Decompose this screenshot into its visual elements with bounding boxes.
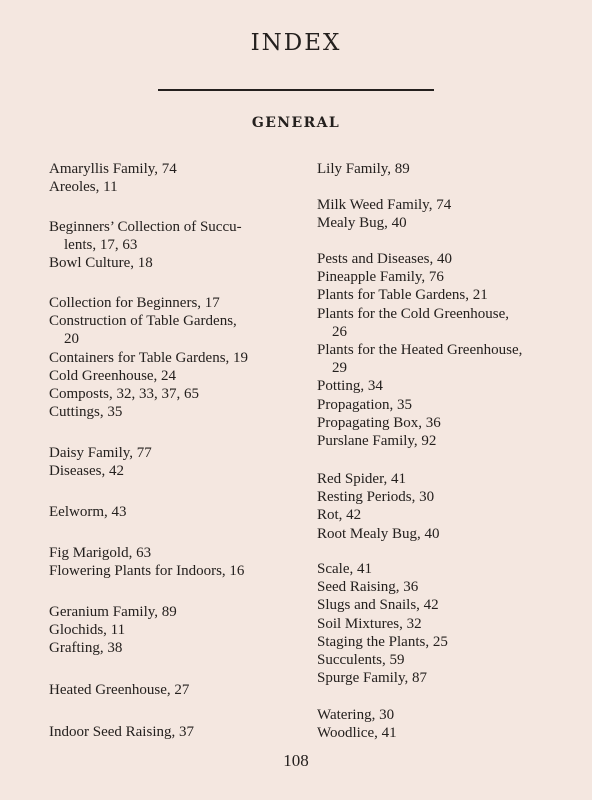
index-entry: Propagation, 35 [317,396,412,413]
page-title: INDEX [250,30,342,56]
index-entry: Bowl Culture, 18 [49,255,153,272]
index-entry: Resting Periods, 30 [317,489,435,506]
index-entry: Propagating Box, 36 [317,414,441,431]
index-entry: Indoor Seed Raising, 37 [49,724,194,740]
index-entry: Scale, 41 [317,561,372,577]
index-entry-continuation: 26 [332,323,347,340]
index-entry: Geranium Family, 89 [49,604,177,620]
index-entry: Beginners’ Collection of Succu- [49,219,242,235]
index-entry: Plants for the Cold Greenhouse, [317,305,510,322]
index-entry: Root Mealy Bug, 40 [317,525,440,542]
index-entry-continuation: 29 [332,360,347,377]
index-entry: Pests and Diseases, 40 [317,251,452,267]
index-entry: Plants for the Heated Greenhouse, [317,342,523,359]
index-entry: Seed Raising, 36 [317,579,419,596]
section-heading: GENERAL [251,115,341,131]
index-entry: Cold Greenhouse, 24 [49,367,177,384]
index-entry: Succulents, 59 [317,652,405,669]
index-entry: Eelworm, 43 [49,504,127,520]
index-entry: Red Spider, 41 [317,471,406,487]
index-entry: Glochids, 11 [49,622,126,639]
index-entry: Milk Weed Family, 74 [317,197,452,213]
title-rule [158,89,434,91]
index-entry: Watering, 30 [317,707,395,723]
index-entry: Daisy Family, 77 [49,445,152,461]
index-entry: Diseases, 42 [49,463,124,480]
index-entry: Collection for Beginners, 17 [49,295,220,311]
index-entry: Rot, 42 [317,507,362,524]
index-entry: Containers for Table Gardens, 19 [49,349,249,366]
index-entry: Amaryllis Family, 74 [49,161,177,177]
index-entry: Pineapple Family, 76 [317,269,444,286]
index-entry: Composts, 32, 33, 37, 65 [49,386,200,403]
index-entry: Slugs and Snails, 42 [317,597,439,614]
index-entry: Purslane Family, 92 [317,433,437,450]
index-entry: Woodlice, 41 [317,725,397,742]
page-number: 108 [283,751,309,770]
index-entry: Lily Family, 89 [317,161,410,177]
index-entry-continuation: 20 [64,331,79,348]
index-entry: Areoles, 11 [49,179,118,196]
index-entry: Construction of Table Gardens, [49,313,237,330]
index-entry: Plants for Table Gardens, 21 [317,287,488,304]
index-entry: Potting, 34 [317,378,383,395]
index-entry: Soil Mixtures, 32 [317,615,422,632]
index-entry: Spurge Family, 87 [317,670,428,687]
index-entry: Grafting, 38 [49,640,123,657]
index-entry: Staging the Plants, 25 [317,633,448,650]
index-entry: Mealy Bug, 40 [317,215,407,232]
index-entry: Heated Greenhouse, 27 [49,682,190,698]
index-entry: Flowering Plants for Indoors, 16 [49,563,245,580]
index-entry: Fig Marigold, 63 [49,545,152,561]
index-entry: Cuttings, 35 [49,404,123,421]
index-entry-continuation: lents, 17, 63 [64,237,138,254]
